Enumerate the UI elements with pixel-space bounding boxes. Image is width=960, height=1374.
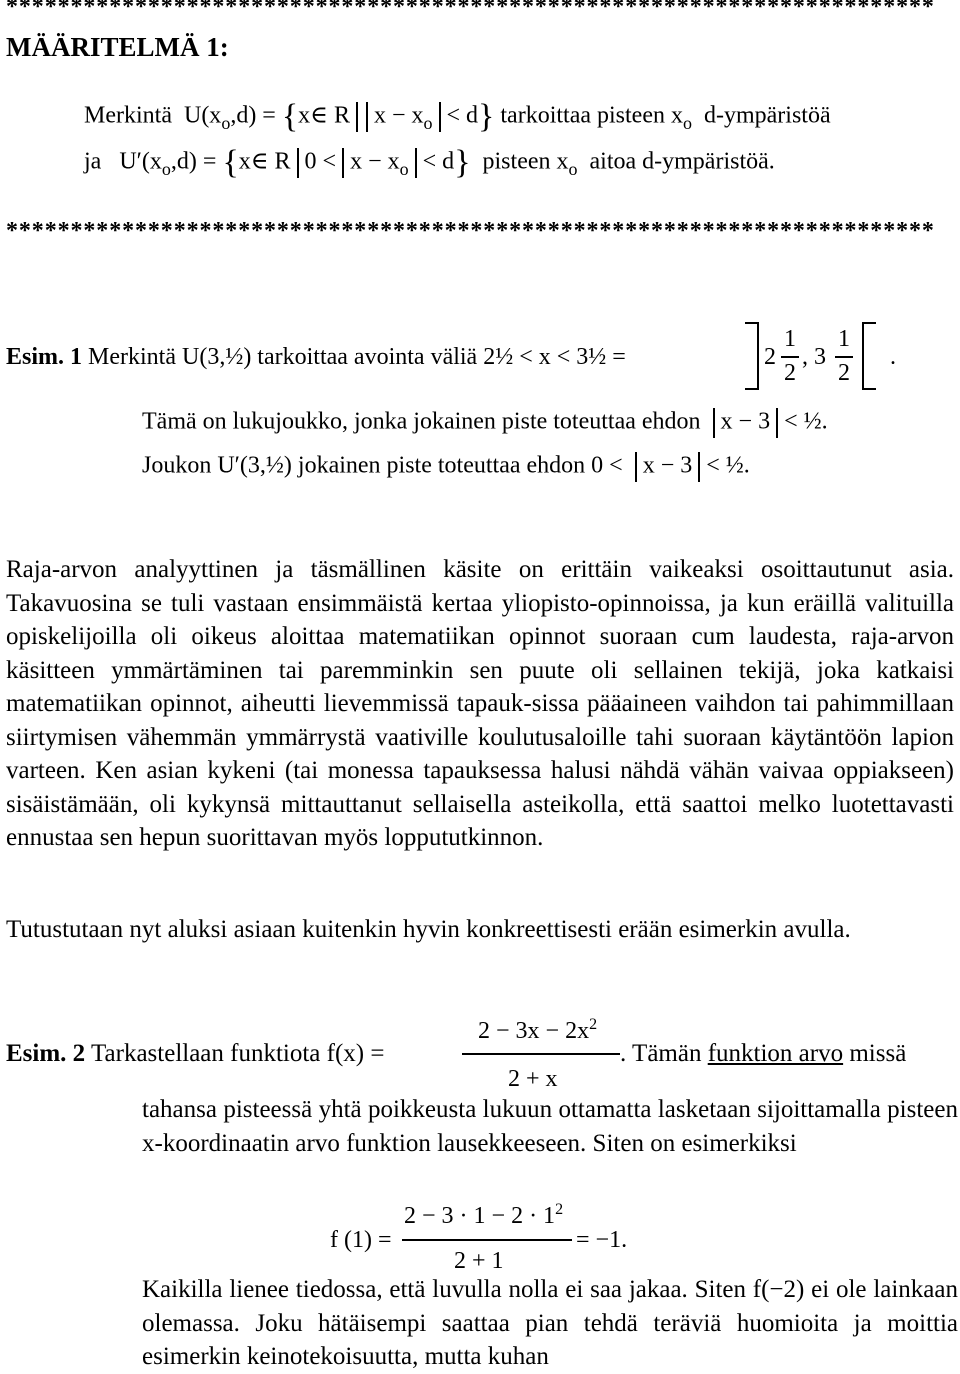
example1-label: Esim. 1 (6, 344, 83, 370)
interval-frac1-den: 2 (784, 360, 796, 386)
calc-numerator (404, 1201, 563, 1230)
calc-rhs: = −1. (576, 1227, 628, 1253)
example2-after (620, 1040, 906, 1068)
abs-bar-left (342, 148, 344, 178)
definition-heading: MÄÄRITELMÄ 1: (6, 32, 229, 62)
example2-label: Esim. 2 (6, 1040, 86, 1067)
function-value-link[interactable]: funktion arvo (707, 1040, 844, 1067)
abs-bar-left (713, 408, 715, 438)
separator-stars-mid: ************************************************************************ (6, 218, 935, 244)
left-brace-icon: { (222, 144, 239, 181)
example2-after2: missä (849, 1040, 907, 1067)
def1-lhs-end: ,d) = (230, 102, 276, 129)
interval-frac2-line (835, 356, 853, 358)
separator-stars-top: ************************************************************************ (6, 0, 935, 20)
def1-after: tarkoittaa pisteen x (500, 102, 683, 129)
def2-set-d: < d (422, 148, 455, 175)
right-brace-icon: } (478, 98, 495, 135)
abs-bar-left (635, 452, 637, 482)
interval-frac2-den: 2 (838, 360, 850, 386)
example2-paragraph-end: Kaikilla lienee tiedossa, että luvulla nolla ei saa jakaa. Siten f(−2) ei ole lainkaan olemassa. Joku hätäisempi saattaa pian tehdä teräviä huomioita ja moittia esimerkin keinotekoisuutta, mutta kuhan (142, 1276, 958, 1370)
right-brace-icon: } (454, 144, 471, 181)
calc-denominator: 2 + 1 (454, 1248, 504, 1274)
def2-set-sub: o (399, 158, 409, 179)
example1-line-2 (142, 408, 828, 438)
abs-bar-left (366, 102, 368, 132)
example2-denominator: 2 + x (508, 1066, 558, 1092)
example1-line3-abs: x − 3 (642, 452, 693, 479)
interval-frac1-line (781, 356, 799, 358)
def2-sub: o (161, 158, 171, 179)
def1-set-c: < d (446, 102, 479, 129)
example1-line3-text: Joukon U′(3,½) jokainen piste toteuttaa ehdon 0 < (142, 452, 623, 479)
def2-set-a: x∈ R (238, 148, 291, 175)
interval-frac1-num: 1 (784, 326, 796, 352)
def2-lhs-end: ,d) = (170, 148, 217, 175)
example2-num: 2 − 3x − 2x (478, 1018, 590, 1044)
abs-bar-right (776, 408, 778, 438)
interval-comma: , 3 (802, 344, 826, 370)
def2-set-c: x − x (350, 148, 400, 175)
def1-prefix: Merkintä (84, 102, 172, 129)
def2-tail: aitoa d-ympäristöä. (589, 148, 775, 175)
abs-bar-right (415, 148, 417, 178)
set-divider-bar (356, 102, 358, 132)
example1-line-1 (6, 344, 626, 371)
example2-after-text: . Tämän (620, 1040, 702, 1067)
def2-after-sub: o (568, 158, 578, 179)
interval-end: . (890, 344, 896, 370)
example1-text: Merkintä U(3,½) tarkoittaa avointa väliä 2½ < x < 3½ = (88, 344, 626, 370)
definition-line-2 (84, 146, 775, 180)
def1-sub: o (221, 112, 231, 133)
example2-numerator (478, 1016, 597, 1045)
paragraph-intro-example: Tutustutaan nyt aluksi asiaan kuitenkin hyvin konkreettisesti erään esimerkin avulla. (6, 916, 851, 943)
def2-prefix: ja (84, 148, 102, 175)
set-divider-bar (297, 148, 299, 178)
calc-num-exp: 2 (555, 1201, 564, 1218)
abs-bar-right (698, 452, 700, 482)
def1-after-sub: o (682, 112, 692, 133)
left-brace-icon: { (281, 98, 299, 135)
example1-line2-text: Tämä on lukujoukko, jonka jokainen piste toteuttaa ehdon (142, 408, 701, 435)
paragraph-limit-concept: Raja-arvon analyyttinen ja täsmällinen käsite on erittäin vaikeaksi osoittautunut asia. Takavuosina se tuli vastaan ensimmäistä kertaa yliopisto-opinnoissa, ja kun eräillä valituilla opiskelijoilla oli oikeus aloittaa matematiikan opinnot suoraan cum laudesta, raja-arvon käsitteen ymmärtäminen tai paremminkin sen puute oli sellainen tekijä, joka katkaisi matematiikan opinnot, aiheutti lievemmissä tapauk-sissa pääaineen vaihdon tai pahimmillaan siirtymisen vähemmän ymmärrystä vaativille koulutusaloille tahi suoraan käytäntöön lapion varteen. Ken asian kykeni (tai monessa tapauksessa halusi nähdä vähän vaivaa oppiakseen) sisäistämään, oli kykynsä mittauttanut sellaisella asteikolla, että saattoi melko luotettavasti ennustaa sen hepun suorittavan myös loppututkinnon. (6, 556, 954, 851)
example2-text: Tarkastellaan funktiota f(x) = (91, 1040, 385, 1067)
def2-set-b: 0 < (304, 148, 337, 175)
abs-bar-right (439, 102, 441, 132)
interval-int-a: 2 (764, 344, 776, 370)
def1-lhs: U(x (183, 102, 222, 129)
example2-fraction-line (462, 1053, 620, 1055)
example2-num-exp: 2 (589, 1016, 598, 1033)
def2-after: pisteen x (482, 148, 569, 175)
example2-paragraph: tahansa pisteessä yhtä poikkeusta lukuun ottamatta lasketaan sijoittamalla pisteen x-koordinaatin arvo funktion lausekkeeseen. Siten on esimerkiksi (142, 1096, 958, 1157)
example1-line-3 (142, 452, 750, 482)
def2-lhs: U′(x (119, 148, 162, 175)
calc-fraction-line (402, 1239, 572, 1241)
example2-line-1 (6, 1040, 384, 1068)
def1-set-a: x∈ R (298, 102, 350, 129)
example1-line3-end: < ½. (706, 452, 750, 479)
definition-line-1 (84, 100, 831, 134)
example1-line2-abs: x − 3 (720, 408, 771, 435)
interval-right-bracket (862, 322, 876, 390)
example1-line2-end: < ½. (784, 408, 828, 435)
interval-frac2-num: 1 (838, 326, 850, 352)
calc-lhs: f (1) = (330, 1227, 392, 1253)
interval-left-bracket (745, 322, 759, 390)
def1-set-sub: o (423, 112, 433, 133)
def1-set-b: x − x (373, 102, 424, 129)
def1-tail: d-ympäristöä (703, 102, 831, 129)
calc-num: 2 − 3 · 1 − 2 · 1 (404, 1203, 556, 1229)
